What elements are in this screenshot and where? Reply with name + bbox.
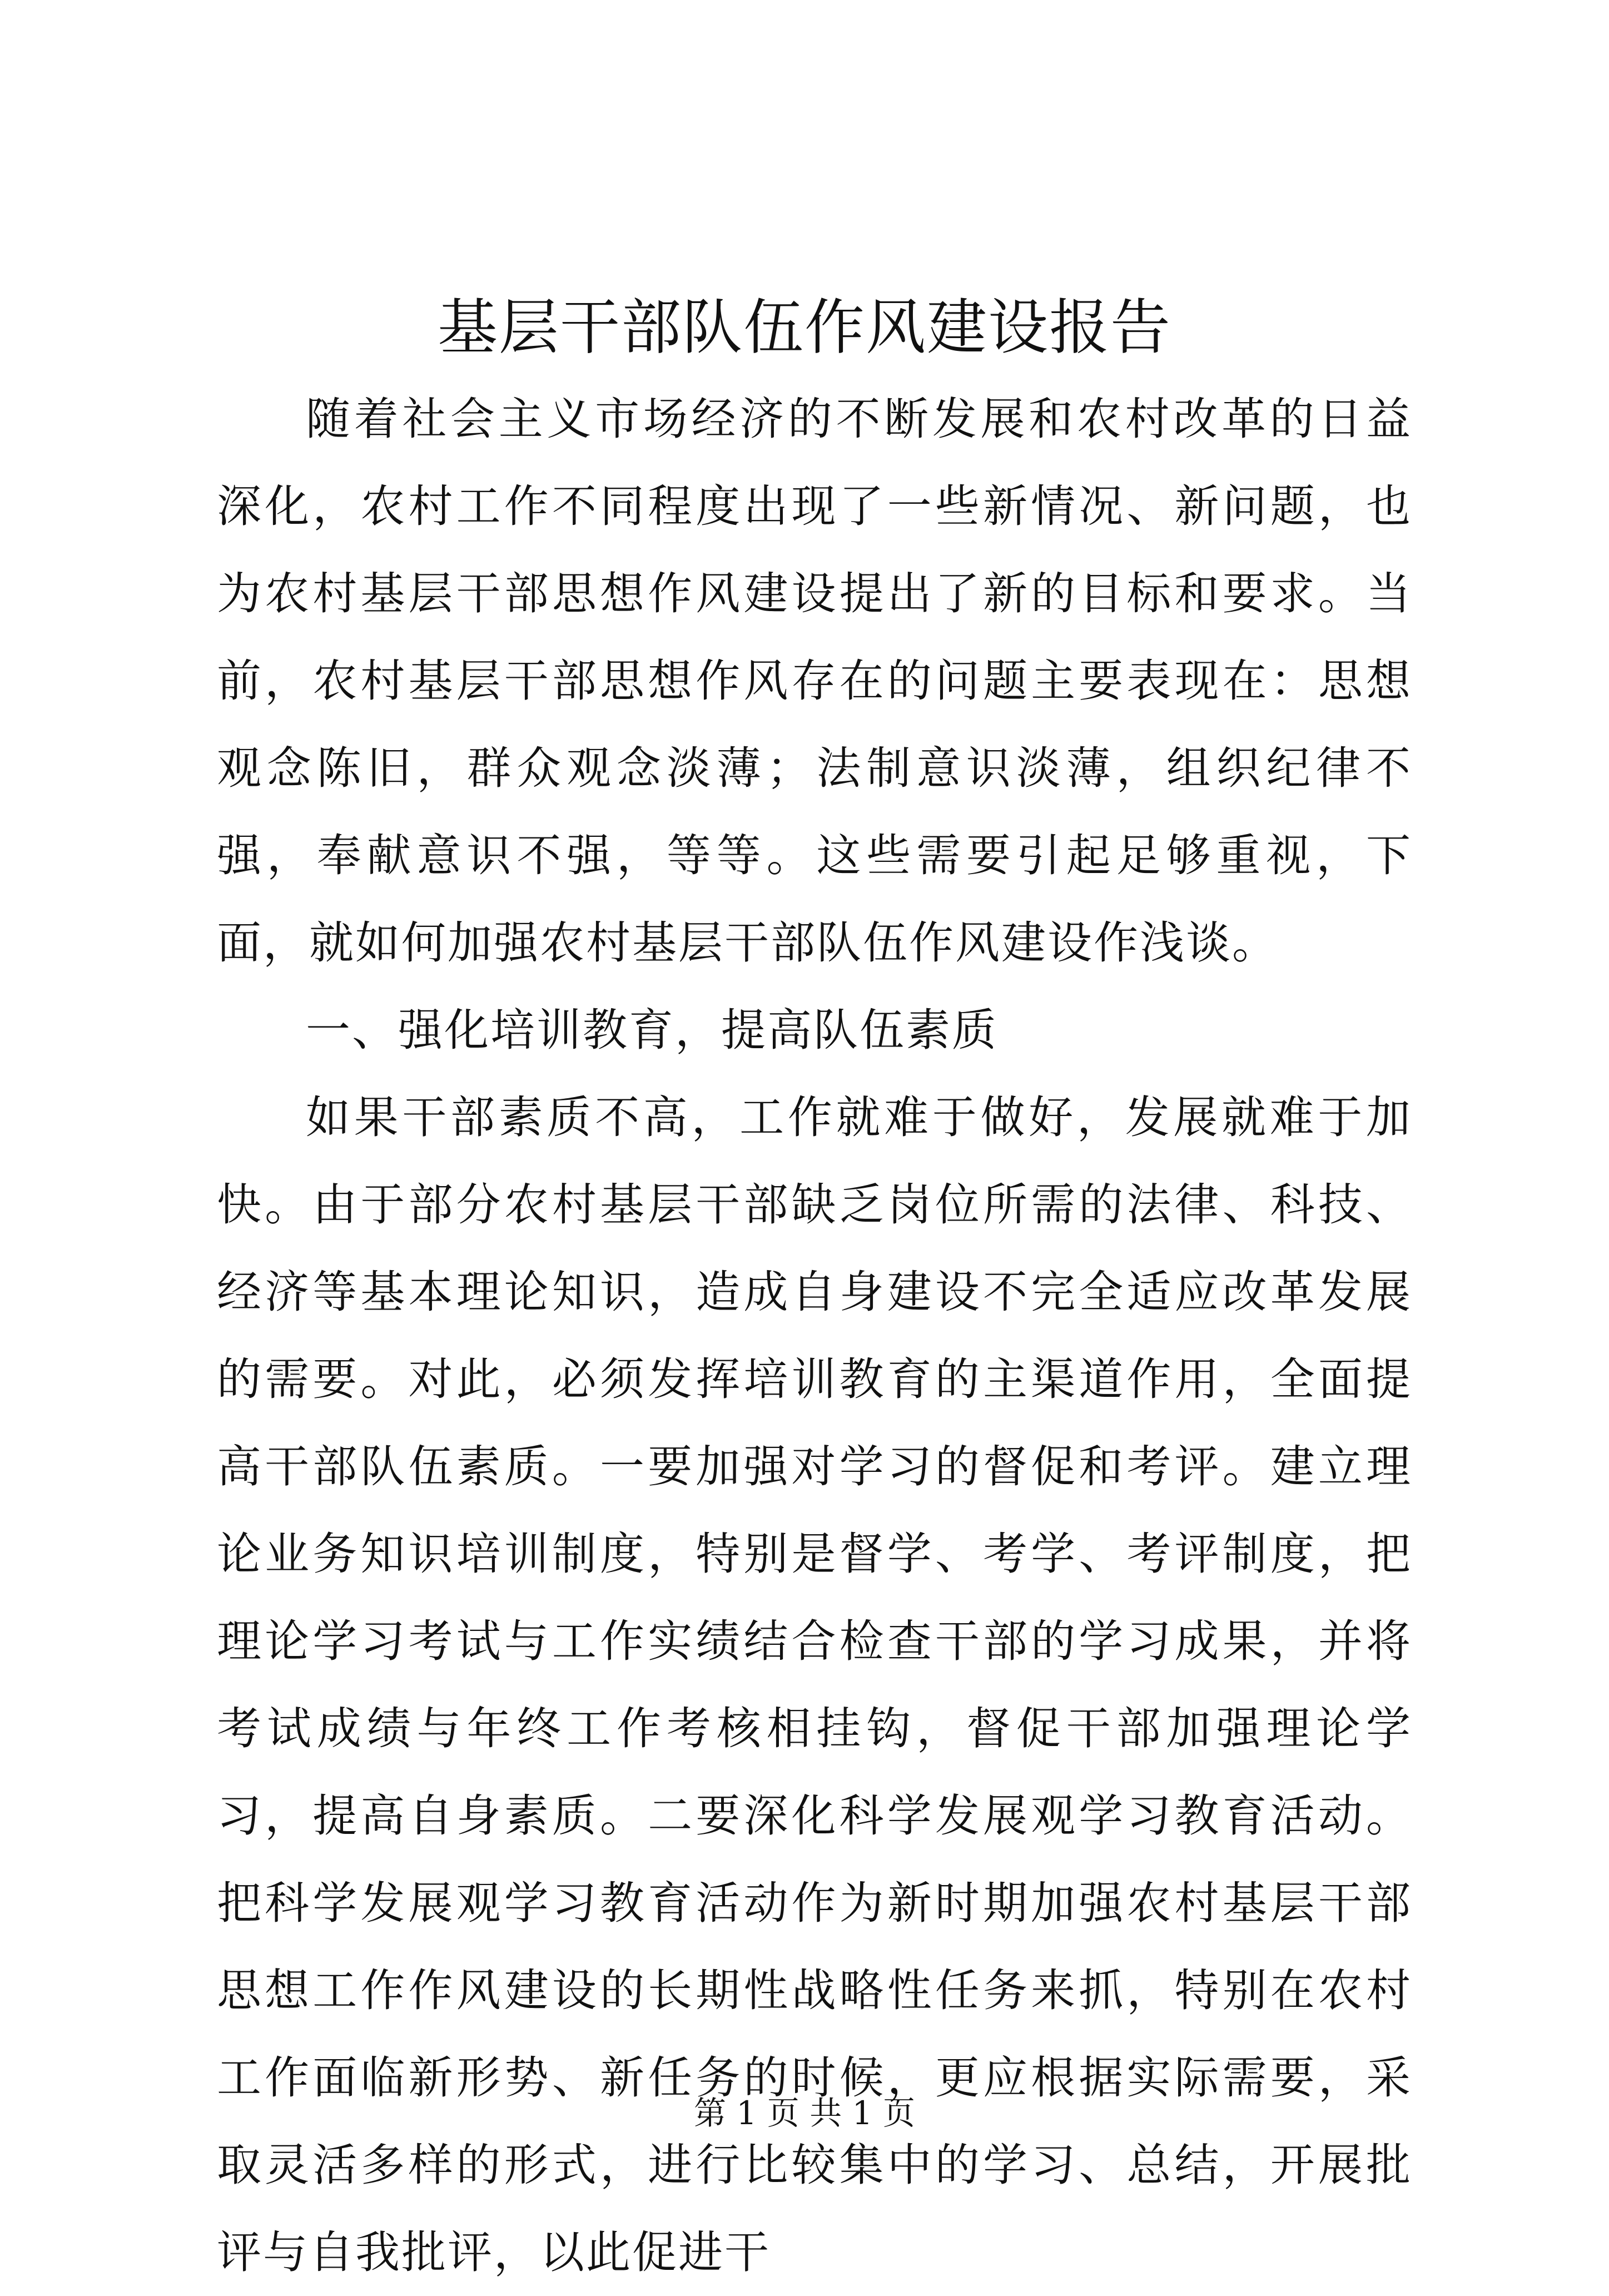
paragraph-section-1: 如果干部素质不高，工作就难于做好，发展就难于加快。由于部分农村基层干部缺乏岗位所需的法律、科技、经济等基本理论知识，造成自身建设不完全适应改革发展的需要。对此，必须发挥培训教育的主渠道作用，全面提高干部队伍素质。一要加强对学习的督促和考评。建立理论业务知识培训制度，特别是督学、考学、考评制度，把理论学习考试与工作实绩结合检查干部的学习成果，并将考试成绩与年终工作考核相挂钩，督促干部加强理论学习，提高自身素质。二要深化科学发展观学习教育活动。把科学发展观学习教育活动作为新时期加强农村基层干部思想工作作风建设的长期性战略性任务来抓，特别在农村工作面临新形势、新任务的时候，更应根据实际需要，采取灵活多样的形式，进行比较集中的学习、总结，开展批评与自我批评，以此促进干 — [217, 1092, 1412, 2278]
document-body — [217, 375, 1412, 2296]
section-heading-1: 一、强化培训教育，提高队伍素质 — [306, 1004, 998, 1056]
paragraph-intro: 随着社会主义市场经济的不断发展和农村改革的日益深化，农村工作不同程度出现了一些新情况、新问题，也为农村基层干部思想作风建设提出了新的目标和要求。当前，农村基层干部思想作风存在的问题主要表现在：思想观念陈旧，群众观念淡薄；法制意识淡薄，组织纪律不强，奉献意识不强，等等。这些需要引起足够重视，下面，就如何加强农村基层干部队伍作风建设作浅谈。 — [217, 393, 1412, 969]
page-footer — [0, 2094, 1609, 2133]
document-title: 基层干部队伍作风建设报告 — [437, 293, 1171, 363]
page-number-label: 第 1 页 共 1 页 — [694, 2094, 915, 2132]
